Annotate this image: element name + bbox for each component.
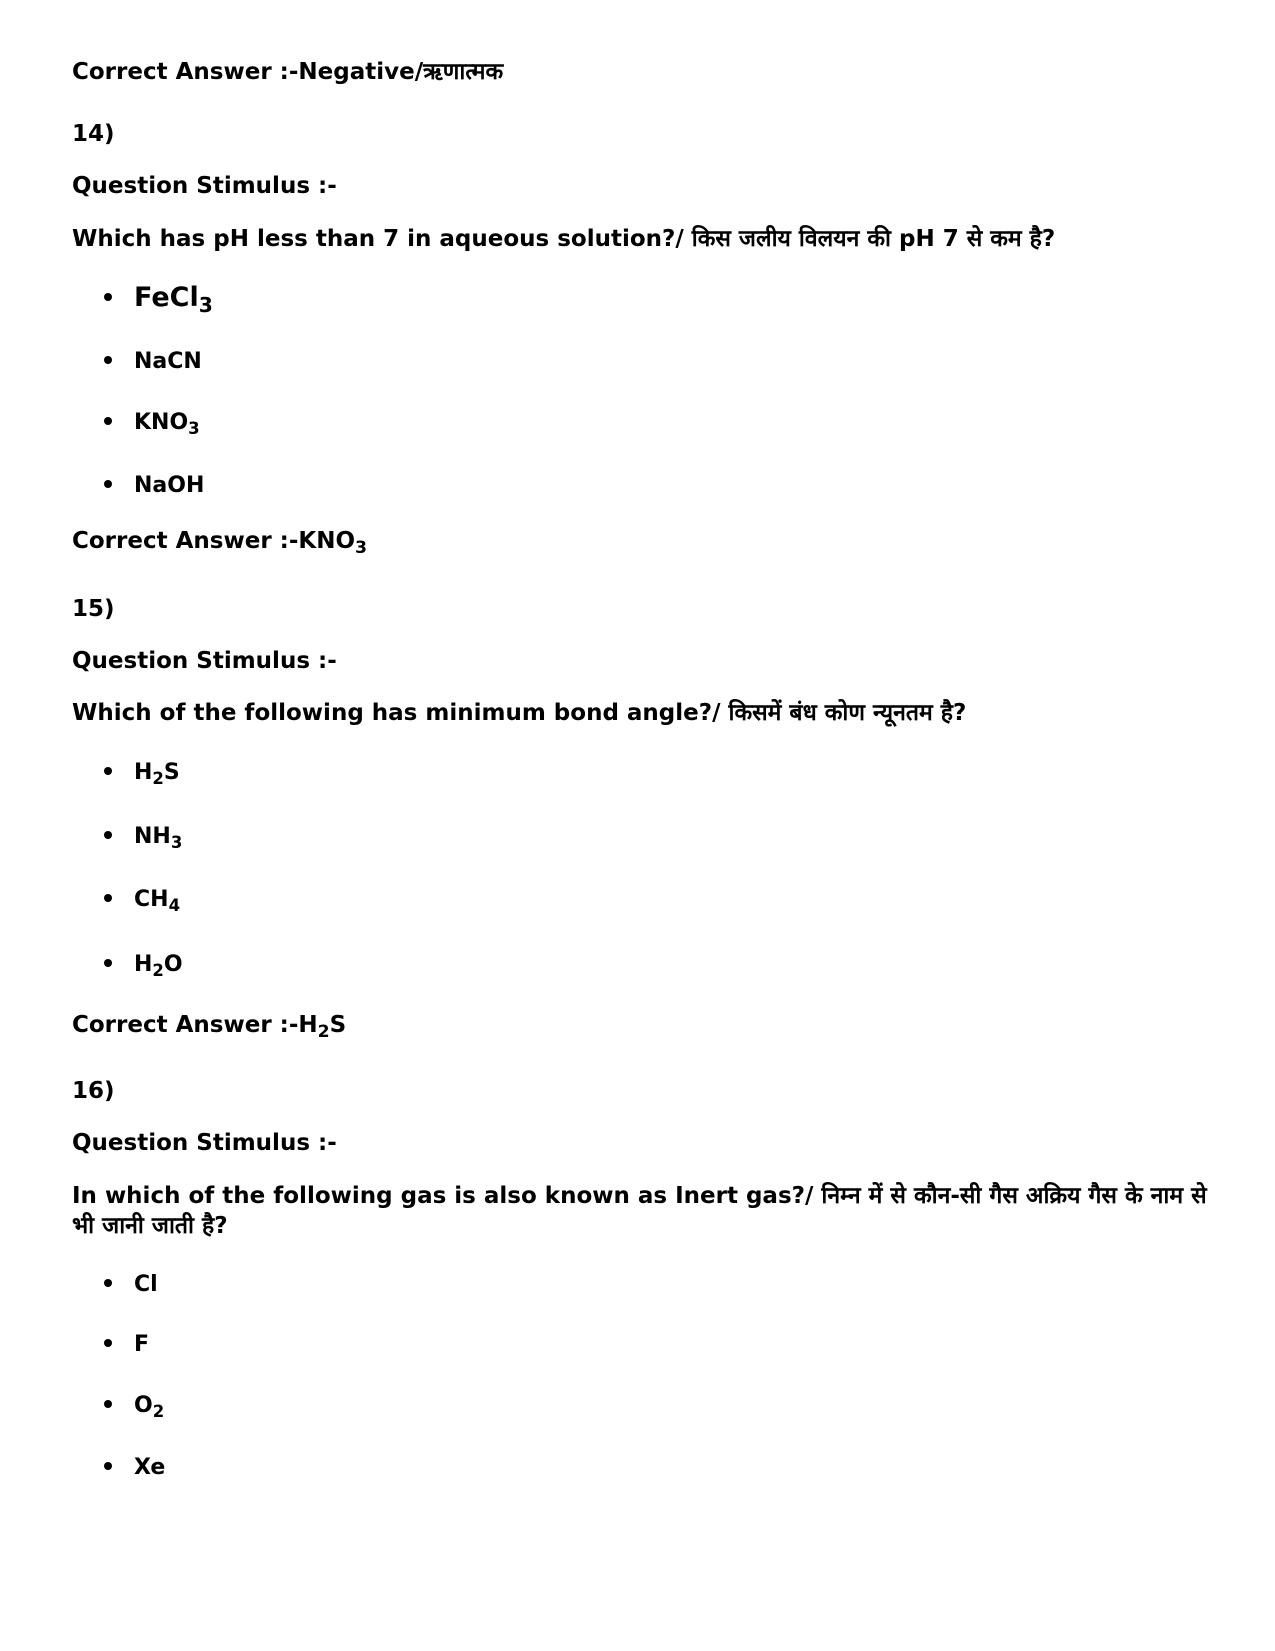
option-item bbox=[104, 885, 180, 915]
prev-correct-answer bbox=[72, 57, 503, 87]
option-post: O bbox=[163, 952, 183, 977]
option-subscript: 2 bbox=[152, 960, 164, 980]
option-subscript: 4 bbox=[168, 895, 181, 915]
bullet-icon bbox=[104, 293, 112, 301]
question-text-14: Which has pH less than 7 in aqueous solution?/ किस जलीय विलयन की pH 7 से कम है? bbox=[72, 226, 1056, 252]
bullet-icon bbox=[104, 480, 112, 488]
option-post: S bbox=[163, 760, 180, 785]
correct-answer-15 bbox=[72, 1010, 347, 1043]
question-number-14: 14) bbox=[72, 121, 115, 147]
option-base: FeCl bbox=[134, 282, 199, 313]
option-item bbox=[104, 408, 200, 438]
answer-label: Correct Answer :- bbox=[72, 1012, 299, 1038]
option-item bbox=[104, 1391, 164, 1421]
bullet-icon bbox=[104, 417, 112, 425]
option-pre: Xe bbox=[134, 1455, 166, 1480]
option-subscript: 2 bbox=[152, 1401, 165, 1421]
option-item bbox=[104, 471, 204, 501]
answer-label: Correct Answer :- bbox=[72, 59, 299, 85]
option-base: NaOH bbox=[134, 473, 205, 498]
bullet-icon bbox=[104, 894, 112, 902]
answer-subscript: 2 bbox=[317, 1022, 330, 1043]
answer-label: Correct Answer :- bbox=[72, 528, 299, 554]
bullet-icon bbox=[104, 767, 112, 775]
question-text-15: Which of the following has minimum bond angle?/ किसमें बंध कोण न्यूनतम है? bbox=[72, 700, 967, 726]
bullet-icon bbox=[104, 1400, 112, 1408]
answer-post: S bbox=[329, 1012, 347, 1038]
option-subscript: 2 bbox=[152, 768, 164, 788]
option-base: NaCN bbox=[134, 349, 202, 374]
answer-value: KNO bbox=[298, 528, 356, 554]
option-pre: CH bbox=[134, 887, 169, 912]
question-number-15: 15) bbox=[72, 596, 115, 622]
option-pre: H bbox=[134, 952, 153, 977]
option-pre: NH bbox=[134, 824, 171, 849]
question-stimulus-label: Question Stimulus :- bbox=[72, 173, 337, 199]
option-item bbox=[104, 1453, 165, 1483]
bullet-icon bbox=[104, 1339, 112, 1347]
option-base: KNO bbox=[134, 410, 189, 435]
option-subscript: 3 bbox=[198, 293, 213, 318]
option-pre: H bbox=[134, 760, 153, 785]
option-item bbox=[104, 950, 183, 980]
option-pre: Cl bbox=[134, 1272, 158, 1297]
option-pre: F bbox=[134, 1332, 150, 1357]
question-stimulus-label: Question Stimulus :- bbox=[72, 648, 337, 674]
answer-value: Negative/ऋणात्मक bbox=[298, 59, 504, 85]
option-item bbox=[104, 347, 202, 377]
option-item bbox=[104, 1330, 149, 1360]
answer-pre: H bbox=[298, 1012, 318, 1038]
option-pre: O bbox=[134, 1393, 153, 1418]
option-item bbox=[104, 758, 180, 788]
bullet-icon bbox=[104, 831, 112, 839]
bullet-icon bbox=[104, 1279, 112, 1287]
bullet-icon bbox=[104, 959, 112, 967]
question-number-16: 16) bbox=[72, 1078, 115, 1104]
correct-answer-14 bbox=[72, 526, 368, 559]
option-item bbox=[104, 822, 182, 852]
option-subscript: 3 bbox=[188, 418, 200, 438]
question-stimulus-label: Question Stimulus :- bbox=[72, 1130, 337, 1156]
option-item bbox=[104, 282, 213, 318]
option-subscript: 3 bbox=[170, 832, 183, 852]
question-text-16: In which of the following gas is also known as Inert gas?/ निम्न में से कौन-सी गैस अक्रिय गैस के नाम से भी जानी जाती है? bbox=[72, 1183, 1207, 1239]
answer-subscript: 3 bbox=[355, 538, 368, 559]
option-item bbox=[104, 1270, 158, 1300]
bullet-icon bbox=[104, 356, 112, 364]
bullet-icon bbox=[104, 1462, 112, 1470]
